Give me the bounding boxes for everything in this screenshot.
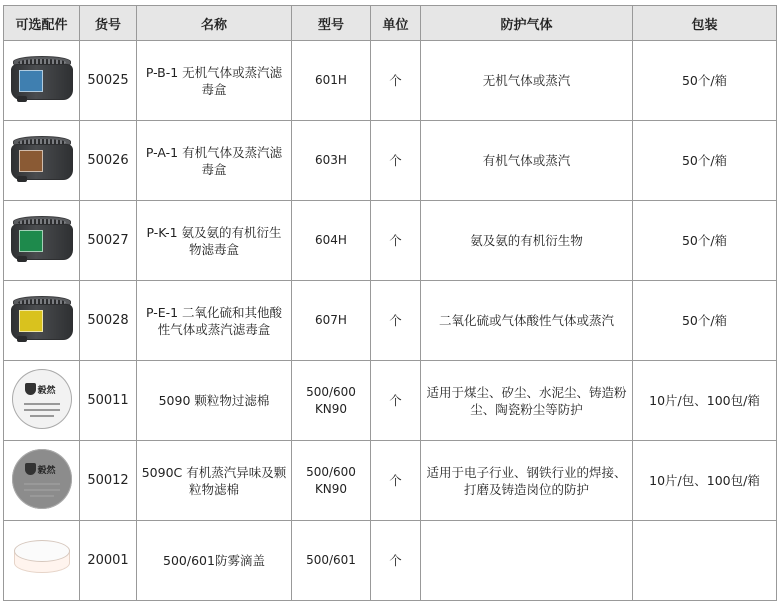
product-image-cell: [4, 521, 80, 601]
name-cell: 5090C 有机蒸汽异味及颗粒物滤棉: [137, 441, 292, 521]
code-cell: 50025: [80, 41, 137, 121]
unit-cell: 个: [371, 281, 421, 361]
table-row: [4, 441, 777, 521]
pack-cell: 10片/包、100包/箱: [633, 441, 777, 521]
model-cell: 607H: [292, 281, 371, 361]
header-row: [4, 6, 777, 41]
product-image-cell: [4, 121, 80, 201]
name-cell: 500/601防雾滴盖: [137, 521, 292, 601]
grey-filter-pad-image: 毅然: [12, 449, 72, 509]
product-image-cell: [4, 281, 80, 361]
gas-cartridge-brown-label-image: [11, 136, 73, 182]
model-cell: 500/600 KN90: [292, 441, 371, 521]
product-image-cell: [4, 361, 80, 441]
gas-cell: 适用于电子行业、钢铁行业的焊接、打磨及铸造岗位的防护: [421, 441, 633, 521]
name-cell: 5090 颗粒物过滤棉: [137, 361, 292, 441]
product-image-cell: [4, 441, 80, 521]
model-cell: 500/601: [292, 521, 371, 601]
gas-cell: 有机气体或蒸汽: [421, 121, 633, 201]
name-cell: P-B-1 无机气体或蒸汽滤毒盒: [137, 41, 292, 121]
pack-cell: 50个/箱: [633, 201, 777, 281]
anti-fog-cap-image: [14, 540, 70, 578]
table-row: [4, 41, 777, 121]
table-row: [4, 361, 777, 441]
gas-cartridge-blue-label-image: [11, 56, 73, 102]
table-row: [4, 281, 777, 361]
name-cell: P-K-1 氨及氨的有机衍生物滤毒盒: [137, 201, 292, 281]
product-image-cell: [4, 41, 80, 121]
gas-cell: 无机气体或蒸汽: [421, 41, 633, 121]
white-filter-pad-image: 毅然: [12, 369, 72, 429]
name-cell: P-E-1 二氧化硫和其他酸性气体或蒸汽滤毒盒: [137, 281, 292, 361]
header-unit: 单位: [371, 6, 421, 41]
code-cell: 50027: [80, 201, 137, 281]
unit-cell: 个: [371, 441, 421, 521]
gas-cartridge-green-label-image: [11, 216, 73, 262]
pack-cell: 50个/箱: [633, 281, 777, 361]
pack-cell: [633, 521, 777, 601]
header-name: 名称: [137, 6, 292, 41]
model-cell: 500/600 KN90: [292, 361, 371, 441]
code-cell: 50011: [80, 361, 137, 441]
pack-cell: 50个/箱: [633, 121, 777, 201]
accessory-table: [3, 5, 777, 601]
header-option: 可选配件: [4, 6, 80, 41]
unit-cell: 个: [371, 41, 421, 121]
header-model: 型号: [292, 6, 371, 41]
table-row: [4, 521, 777, 601]
table-row: [4, 201, 777, 281]
header-gas: 防护气体: [421, 6, 633, 41]
code-cell: 50028: [80, 281, 137, 361]
code-cell: 50012: [80, 441, 137, 521]
gas-cell: 氨及氨的有机衍生物: [421, 201, 633, 281]
name-cell: P-A-1 有机气体及蒸汽滤毒盒: [137, 121, 292, 201]
gas-cell: [421, 521, 633, 601]
header-code: 货号: [80, 6, 137, 41]
table-row: [4, 121, 777, 201]
gas-cartridge-yellow-label-image: [11, 296, 73, 342]
gas-cell: 二氧化硫或气体酸性气体或蒸汽: [421, 281, 633, 361]
pack-cell: 50个/箱: [633, 41, 777, 121]
model-cell: 603H: [292, 121, 371, 201]
model-cell: 601H: [292, 41, 371, 121]
code-cell: 20001: [80, 521, 137, 601]
pack-cell: 10片/包、100包/箱: [633, 361, 777, 441]
unit-cell: 个: [371, 521, 421, 601]
unit-cell: 个: [371, 121, 421, 201]
header-pack: 包装: [633, 6, 777, 41]
unit-cell: 个: [371, 361, 421, 441]
product-image-cell: [4, 201, 80, 281]
unit-cell: 个: [371, 201, 421, 281]
code-cell: 50026: [80, 121, 137, 201]
model-cell: 604H: [292, 201, 371, 281]
gas-cell: 适用于煤尘、矽尘、水泥尘、铸造粉尘、陶瓷粉尘等防护: [421, 361, 633, 441]
